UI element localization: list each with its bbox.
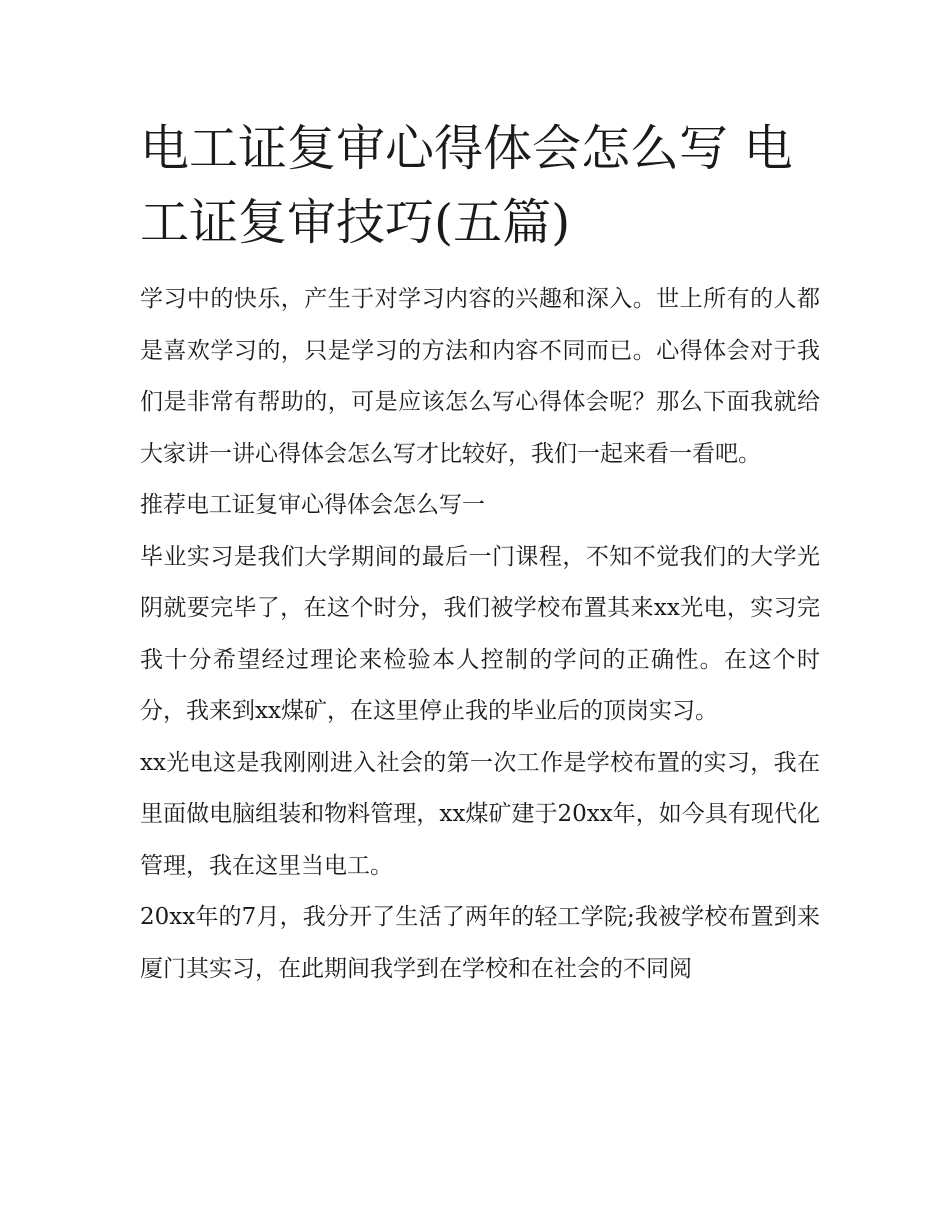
intro-paragraph: 学习中的快乐，产生于对学习内容的兴趣和深入。世上所有的人都是喜欢学习的，只是学习的方法和内容不同而已。心得体会对于我们是非常有帮助的，可是应该怎么写心得体会呢？那么下面我就给大家讲一讲心得体会怎么写才比较好，我们一起来看一看吧。 bbox=[140, 286, 820, 467]
body-paragraph: 20xx年的7月，我分开了生活了两年的轻工学院;我被学校布置到来厦门其实习，在此期间我学到在学校和在社会的不同阅 bbox=[140, 904, 820, 982]
body-paragraph: xx光电这是我刚刚进入社会的第一次工作是学校布置的实习，我在里面做电脑组装和物料管理，xx煤矿建于20xx年，如今具有现代化管理，我在这里当电工。 bbox=[140, 749, 820, 879]
body-paragraph: 毕业实习是我们大学期间的最后一门课程，不知不觉我们的大学光阴就要完毕了，在这个时分，我们被学校布置其来xx光电，实习完我十分希望经过理论来检验本人控制的学问的正确性。在这个时分，我来到xx煤矿，在这里停止我的毕业后的顶岗实习。 bbox=[140, 543, 820, 724]
document-body bbox=[140, 274, 820, 995]
document-title: 电工证复审心得体会怎么写 电工证复审技巧(五篇) bbox=[140, 120, 793, 251]
section-heading: 推荐电工证复审心得体会怎么写一 bbox=[140, 492, 485, 518]
